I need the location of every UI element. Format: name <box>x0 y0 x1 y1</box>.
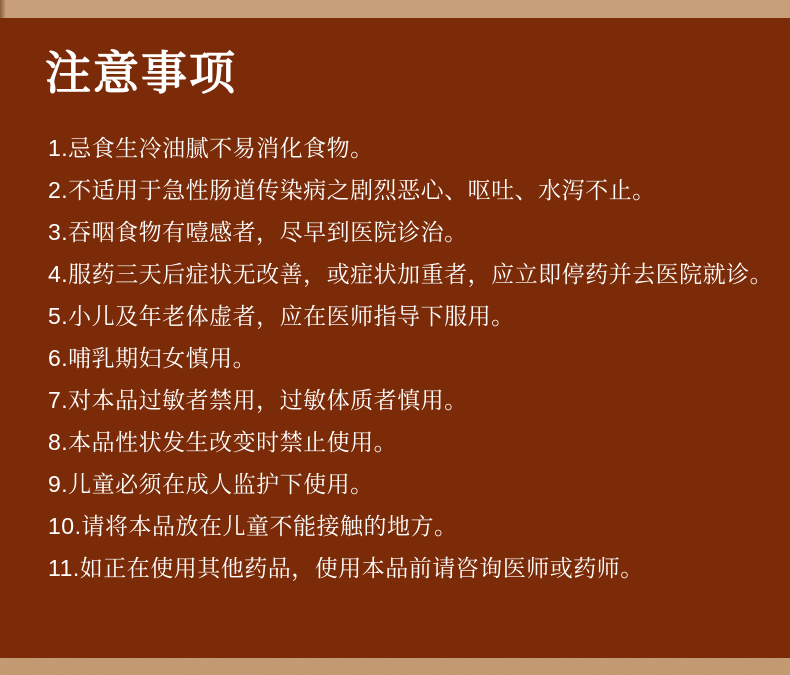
paper-texture-strip-top <box>0 0 790 18</box>
precaution-item: 11.如正在使用其他药品，使用本品前请咨询医师或药师。 <box>48 554 644 581</box>
precaution-item: 10.请将本品放在儿童不能接触的地方。 <box>48 512 458 539</box>
precautions-panel <box>0 18 790 658</box>
precaution-item: 2.不适用于急性肠道传染病之剧烈恶心、呕吐、水泻不止。 <box>48 176 656 203</box>
section-title: 注意事项 <box>45 48 237 99</box>
paper-noise-texture <box>0 0 790 18</box>
precaution-item: 8.本品性状发生改变时禁止使用。 <box>48 428 398 455</box>
precaution-item: 6.哺乳期妇女慎用。 <box>48 344 257 371</box>
precaution-item: 4.服药三天后症状无改善，或症状加重者，应立即停药并去医院就诊。 <box>48 260 774 287</box>
left-edge-shadow <box>0 0 6 18</box>
precaution-item: 9.儿童必须在成人监护下使用。 <box>48 470 374 497</box>
precaution-item: 7.对本品过敏者禁用，过敏体质者慎用。 <box>48 386 468 413</box>
paper-noise-texture <box>0 658 790 675</box>
paper-texture-strip-bottom <box>0 658 790 675</box>
precautions-list <box>0 134 790 581</box>
precaution-item: 3.吞咽食物有噎感者，尽早到医院诊治。 <box>48 218 468 245</box>
precaution-item: 5.小儿及年老体虚者，应在医师指导下服用。 <box>48 302 515 329</box>
precaution-item: 1.忌食生冷油腻不易消化食物。 <box>48 134 374 161</box>
